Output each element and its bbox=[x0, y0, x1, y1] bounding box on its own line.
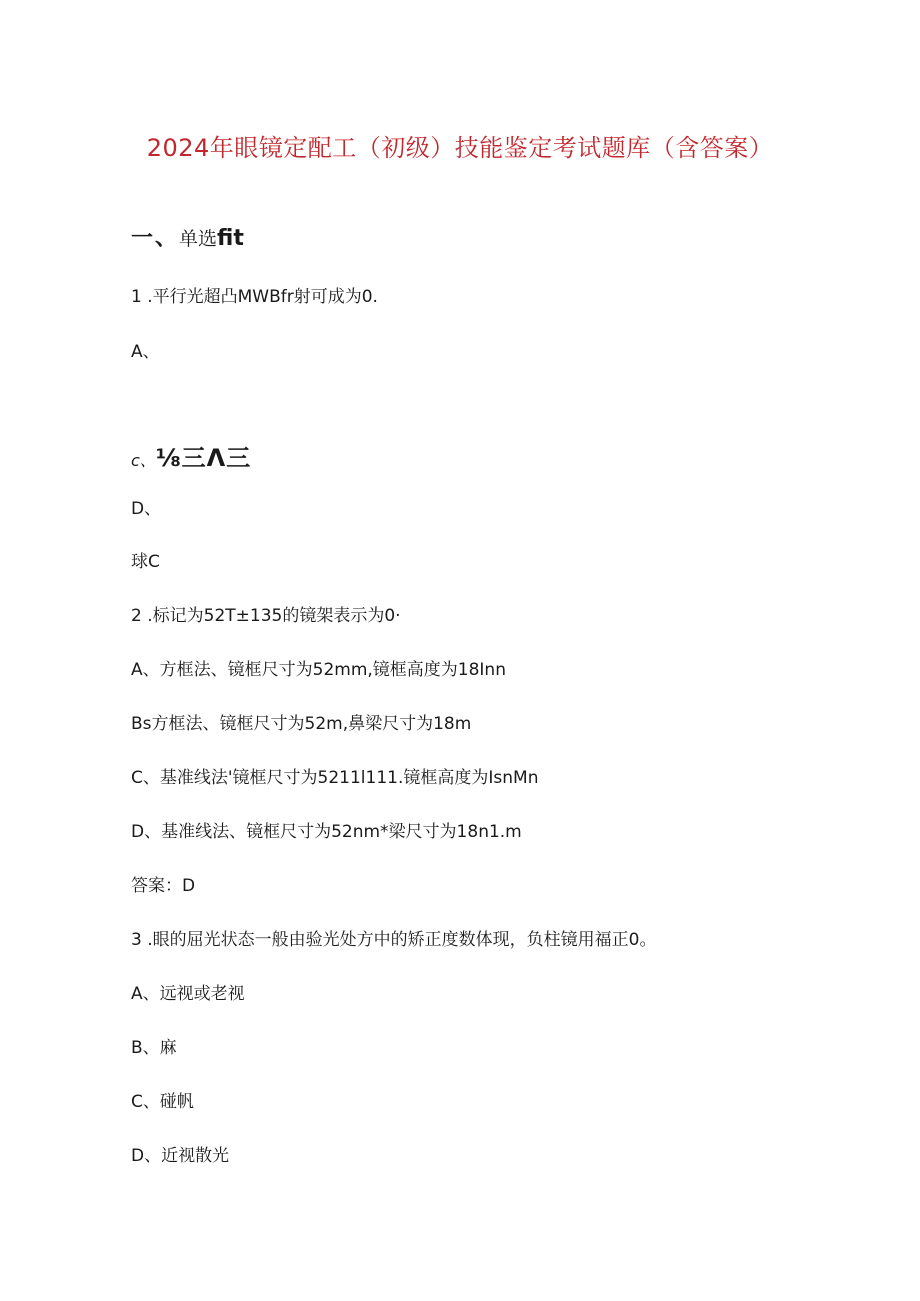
question-3-option-b: B、麻 bbox=[131, 1038, 177, 1058]
option-c-mark: c、 bbox=[131, 451, 156, 470]
document-title: 2024年眼镜定配工（初级）技能鉴定考试题库（含答案） bbox=[146, 134, 774, 162]
question-3-text: 3 .眼的屈光状态一般由验光处方中的矫正度数体现，负柱镜用福正0。 bbox=[131, 930, 657, 950]
question-1-option-d: D、 bbox=[131, 499, 162, 519]
question-3-option-c: C、碰帆 bbox=[131, 1092, 194, 1112]
section-number: 一、 bbox=[131, 226, 180, 251]
question-1-option-a: A、 bbox=[131, 342, 160, 362]
option-c-text: ⅛三Λ三 bbox=[155, 444, 252, 472]
question-1-text: 1 .平行光超凸MWBfr射可成为0. bbox=[131, 287, 378, 307]
question-2-option-a: A、方框法、镜框尺寸为52mm,镜框高度为18Inn bbox=[131, 660, 506, 680]
question-2-option-b: Bs方框法、镜框尺寸为52m,鼻梁尺寸为18m bbox=[131, 714, 472, 734]
question-2-answer: 答案：D bbox=[131, 876, 196, 896]
question-1-answer: 球C bbox=[131, 552, 160, 572]
section-label: 单选 bbox=[179, 228, 218, 250]
question-3-option-a: A、远视或老视 bbox=[131, 984, 245, 1004]
question-2-option-c: C、基准线法'镜框尺寸为5211l111.镜框高度为IsnMn bbox=[131, 768, 539, 788]
question-2-option-d: D、基准线法、镜框尺寸为52nm*梁尺寸为18n1.m bbox=[131, 822, 522, 842]
section-heading bbox=[131, 228, 244, 250]
question-1-option-c bbox=[131, 444, 252, 472]
question-3-option-d: D、近视散光 bbox=[131, 1146, 230, 1166]
section-label-tail: fit bbox=[217, 226, 244, 251]
question-2-text: 2 .标记为52T±135的镜架表示为0· bbox=[131, 606, 401, 626]
